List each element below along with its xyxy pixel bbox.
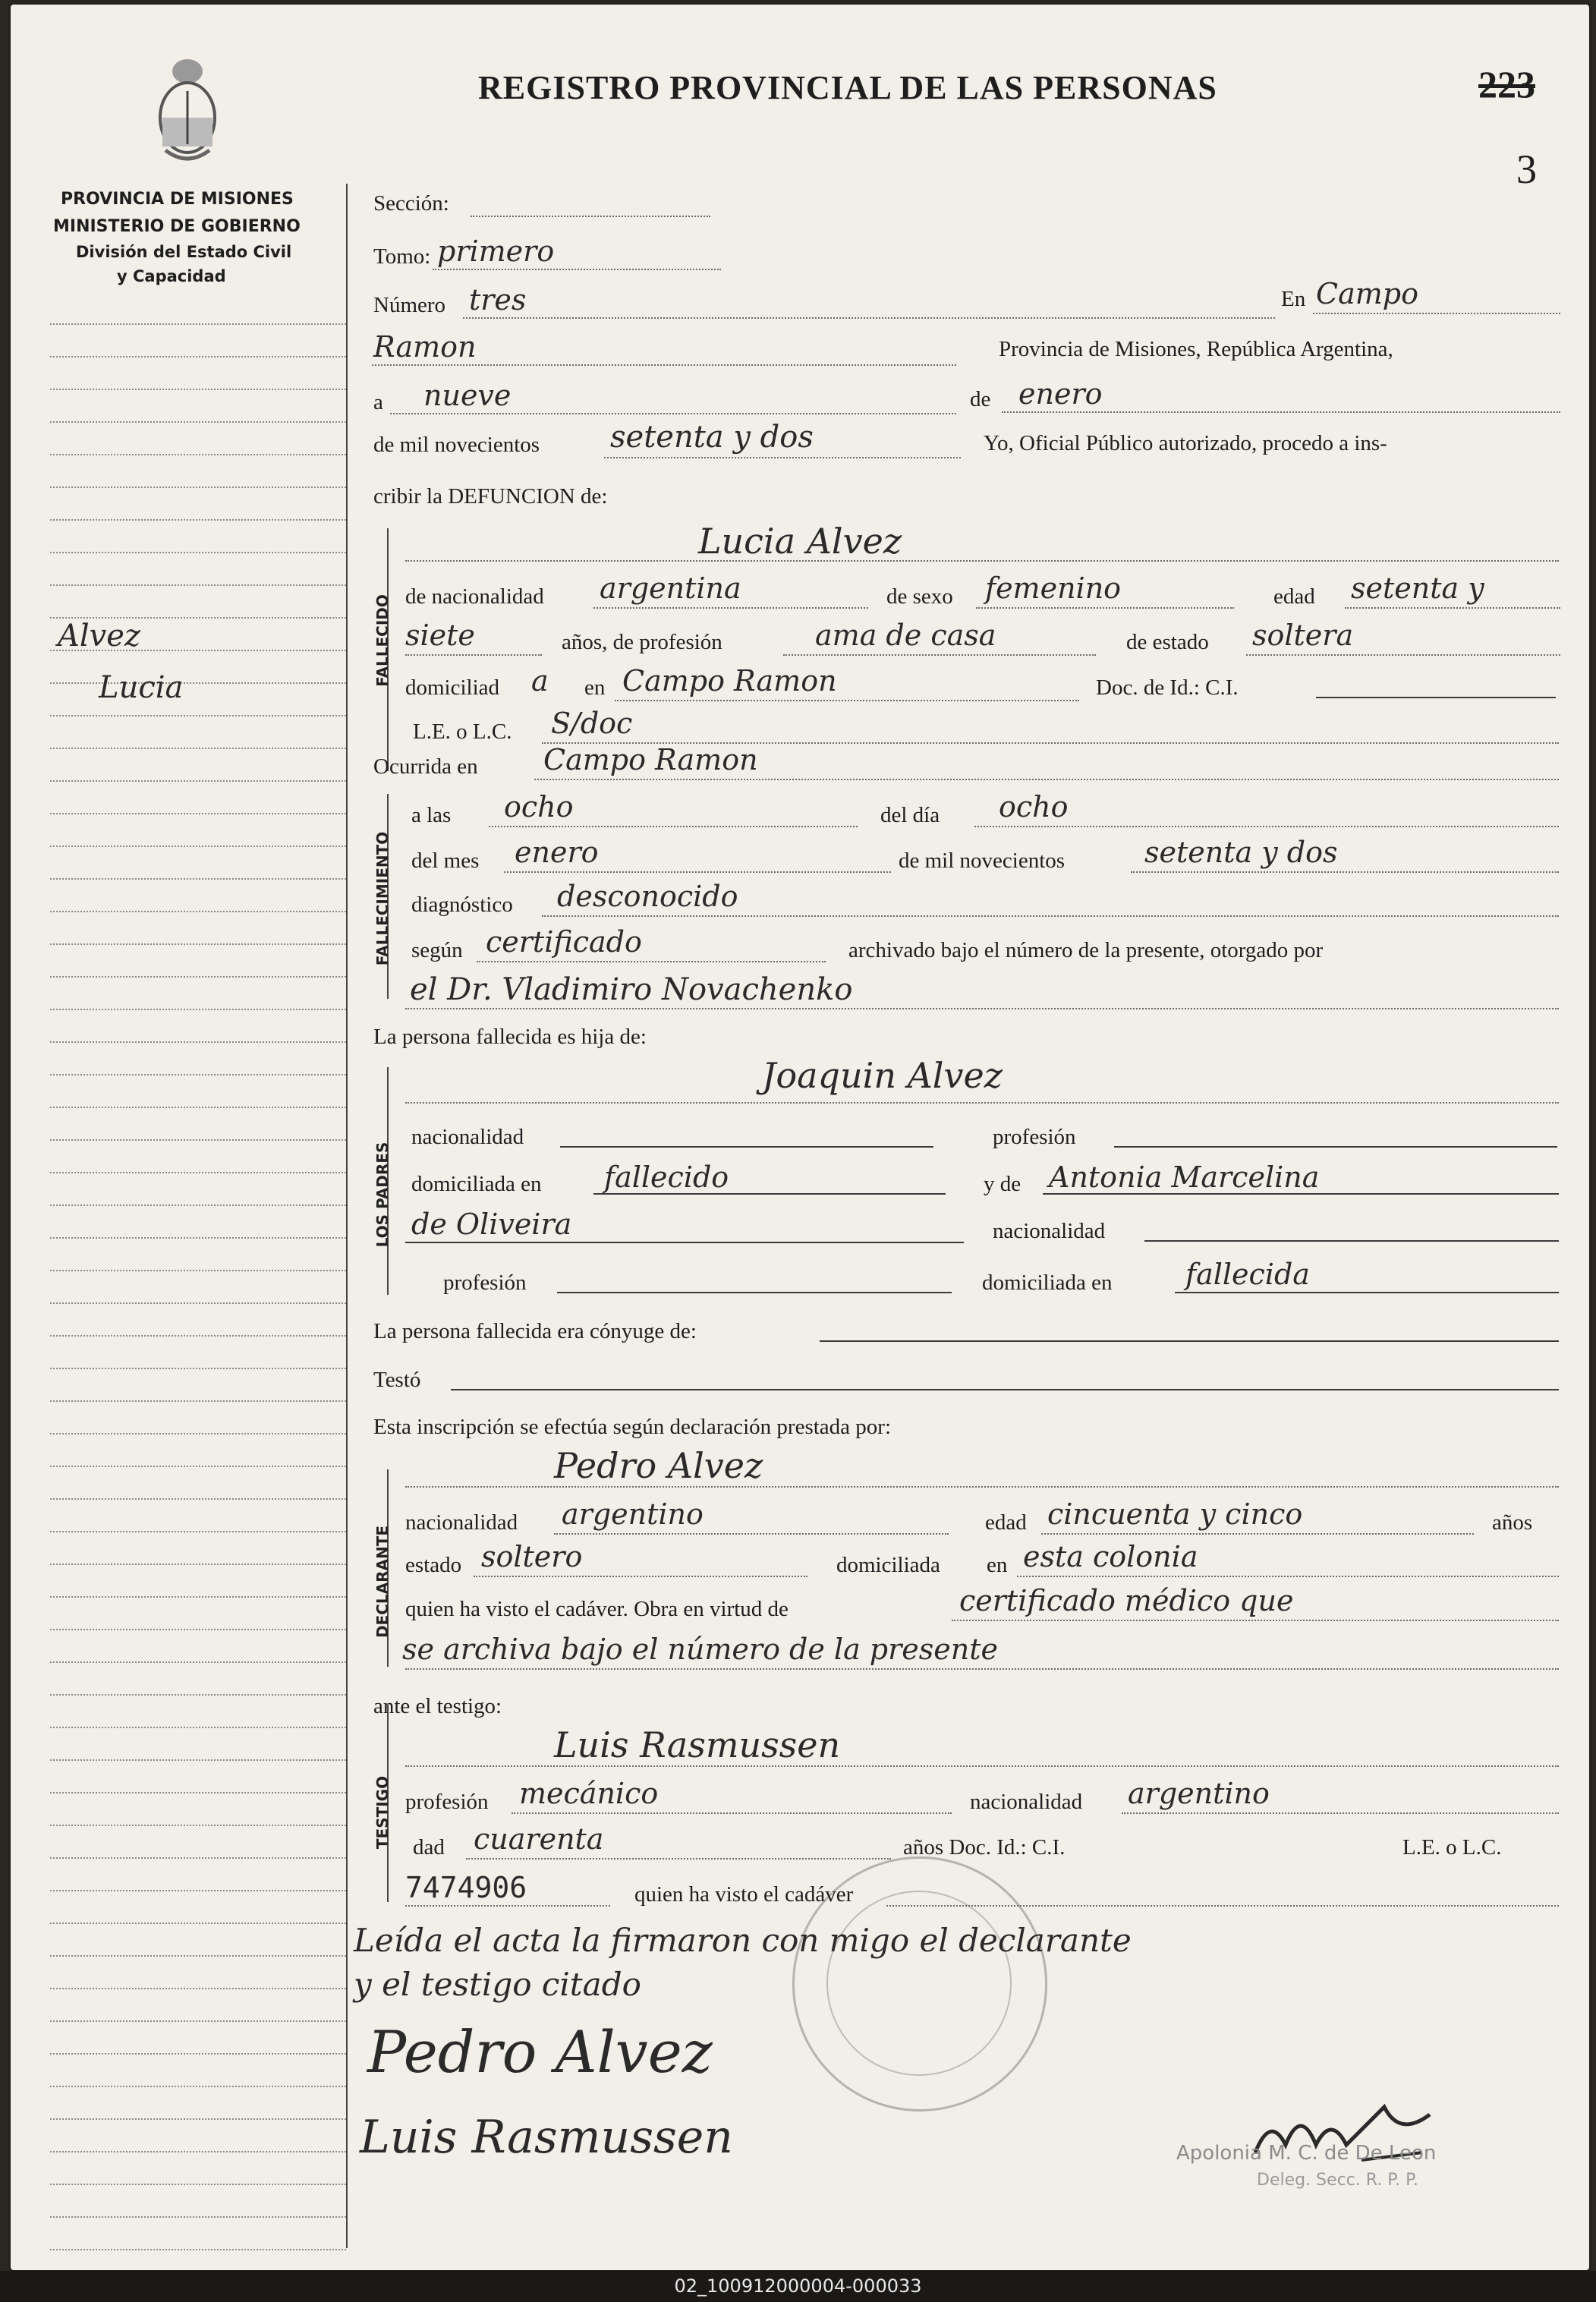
declarante-obra-value-2: se archiva bajo el número de la presente [402, 1633, 999, 1666]
declarante-obra-field [952, 1620, 1559, 1621]
declarante-nacionalidad-field [554, 1533, 949, 1535]
en-label: En [1281, 287, 1306, 311]
margin-ruled-line [50, 1172, 346, 1173]
nacionalidad-value: argentina [600, 572, 741, 605]
testigo-profesion-field [512, 1812, 952, 1814]
margin-note-surname: Alvez [58, 619, 141, 653]
margin-ruled-line [50, 454, 346, 455]
margin-ruled-line [50, 1857, 346, 1859]
margin-ruled-line [50, 2216, 346, 2218]
margin-ruled-line [50, 487, 346, 488]
madre-profesion-field [557, 1292, 952, 1293]
margin-ruled-line [50, 389, 346, 390]
conyuge-field [820, 1340, 1559, 1342]
declarante-en-label: en [987, 1553, 1008, 1577]
nacionalidad-label: de nacionalidad [405, 584, 544, 609]
document-page [11, 5, 1589, 2270]
margin-ruled-line [50, 1727, 346, 1728]
margin-ruled-line [50, 584, 346, 586]
division-label-1: División del Estado Civil [76, 243, 292, 261]
declarante-nacionalidad-value: argentino [562, 1497, 704, 1531]
official-stamp-line-1: Apolonia M. C. de De Leon [1176, 2142, 1437, 2165]
margin-ruled-line [50, 1400, 346, 1402]
segun-field [477, 961, 826, 962]
defuncion-text: cribir la DEFUNCION de: [373, 484, 608, 509]
margin-ruled-line [50, 682, 346, 684]
section-fallecimiento: FALLECIMIENTO [373, 831, 392, 966]
mes-field [504, 871, 891, 873]
margin-ruled-line [50, 1955, 346, 1957]
madre-value-2: de Oliveira [411, 1208, 572, 1241]
margin-ruled-line [50, 1205, 346, 1206]
numero-label: Número [373, 293, 446, 317]
seccion-label: Sección: [373, 191, 449, 216]
declarante-estado-value: soltero [481, 1540, 583, 1573]
margin-ruled-line [50, 2151, 346, 2152]
madre-field [1043, 1193, 1559, 1195]
margin-ruled-line [50, 1009, 346, 1010]
margin-ruled-line [50, 1368, 346, 1369]
estado-value: soltera [1252, 619, 1354, 652]
margin-ruled-line [50, 1270, 346, 1271]
sexo-value: femenino [985, 572, 1122, 605]
madre-value: Antonia Marcelina [1049, 1160, 1320, 1194]
margin-ruled-line [50, 1661, 346, 1663]
ocurrida-field [534, 779, 1559, 780]
testigo-edad-value: cuarenta [474, 1822, 604, 1856]
padre-field [405, 1102, 1559, 1104]
margin-ruled-line [50, 356, 346, 357]
declarante-cadaver-text: quien ha visto el cadáver. Obra en virtud de [405, 1597, 789, 1621]
madre-field-2 [405, 1242, 964, 1243]
profesion-field [783, 654, 1096, 656]
alas-label: a las [411, 803, 452, 827]
madre-domiciliada-label: domiciliada en [982, 1271, 1113, 1295]
madre-nacionalidad-label: nacionalidad [993, 1219, 1106, 1243]
doctor-value: el Dr. Vladimiro Novachenko [410, 972, 853, 1007]
edad-field [1345, 607, 1560, 609]
testo-label: Testó [373, 1368, 421, 1392]
margin-ruled-line [50, 2020, 346, 2022]
madre-nacionalidad-field [1144, 1240, 1559, 1242]
testigo-edad-label: dad [413, 1835, 445, 1860]
province-label: PROVINCIA DE MISIONES [61, 190, 294, 209]
declarante-domicilio-field [1017, 1576, 1559, 1577]
margin-ruled-line [50, 715, 346, 716]
image-id-bar: 02_100912000004-000033 [0, 2271, 1596, 2302]
margin-ruled-line [50, 976, 346, 978]
locality-field [372, 364, 956, 366]
testigo-nacionalidad-value: argentino [1128, 1777, 1270, 1810]
deceased-name: Lucia Alvez [698, 521, 902, 562]
estado-field [1246, 654, 1560, 656]
declarante-edad-field [1041, 1533, 1474, 1535]
declarante-estado-field [474, 1576, 807, 1577]
margin-ruled-line [50, 813, 346, 814]
yde-label: y de [984, 1172, 1022, 1196]
declarante-domicilio-value: esta colonia [1023, 1540, 1198, 1573]
segun-value: certificado [486, 925, 642, 959]
testigo-name-field [405, 1765, 1559, 1767]
margin-ruled-line [50, 552, 346, 553]
dia-value: ocho [999, 790, 1069, 823]
margin-ruled-line [50, 1923, 346, 1924]
anos-profesion-label: años, de profesión [562, 630, 722, 654]
declarante-domiciliada-label: domiciliada [836, 1553, 940, 1577]
doctor-field [405, 1008, 1559, 1009]
anio-value: setenta y dos [1144, 836, 1338, 869]
margin-ruled-line [50, 1302, 346, 1304]
testigo-doc-label: años Doc. Id.: C.I. [903, 1835, 1066, 1860]
padre-domiciliada-label: domiciliada en [411, 1172, 542, 1196]
margin-ruled-line [50, 2118, 346, 2120]
margin-ruled-line [50, 1629, 346, 1630]
a-value: nueve [423, 379, 512, 412]
month-value: enero [1018, 377, 1103, 411]
year-field [604, 457, 961, 458]
deldia-label: del día [880, 803, 940, 827]
edad-value-2: siete [405, 619, 475, 652]
margin-ruled-line [50, 1596, 346, 1598]
margin-ruled-line [50, 1531, 346, 1532]
a-label: a [373, 390, 383, 414]
declarante-name-field [405, 1486, 1559, 1488]
anio-field [1131, 871, 1559, 873]
mes-value: enero [515, 836, 599, 869]
margin-ruled-line [50, 2184, 346, 2185]
margin-ruled-line [50, 1498, 346, 1500]
declarante-obra-field-2 [405, 1668, 1559, 1670]
margin-ruled-line [50, 1694, 346, 1696]
document-title: REGISTRO PROVINCIAL DE LAS PERSONAS [478, 69, 1217, 106]
margin-ruled-line [50, 421, 346, 423]
lelc-label: L.E. o L.C. [413, 720, 512, 744]
margin-ruled-line [50, 1988, 346, 1989]
struck-page-number: 223 [1478, 63, 1535, 105]
testigo-text: ante el testigo: [373, 1694, 502, 1718]
margin-ruled-line [50, 1335, 346, 1337]
declarante-estado-label: estado [405, 1553, 462, 1577]
archivado-text: archivado bajo el número de la presente, otorgado por [848, 938, 1324, 962]
margin-ruled-line [50, 2053, 346, 2055]
diagnostico-label: diagnóstico [411, 893, 513, 917]
diagnostico-field [542, 915, 1559, 917]
sexo-field [976, 607, 1234, 609]
margin-ruled-line [50, 878, 346, 880]
en-value: Campo [1316, 277, 1418, 310]
margin-ruled-line [50, 943, 346, 945]
margin-ruled-line [50, 2249, 346, 2250]
numero-value: tres [469, 283, 527, 316]
doc-label: Doc. de Id.: C.I. [1096, 675, 1239, 700]
margin-ruled-line [50, 1433, 346, 1434]
margin-ruled-line [50, 748, 346, 749]
padre-domiciliada-value: fallecido [604, 1160, 729, 1194]
signature-declarante: Pedro Alvez [367, 2018, 713, 2086]
division-label-2: y Capacidad [117, 267, 226, 285]
declarante-edad-value: cincuenta y cinco [1047, 1497, 1303, 1531]
closing-line-1: Leída el acta la firmaron con migo el declarante [354, 1922, 1132, 1959]
padre-nacionalidad-field [560, 1146, 933, 1148]
estado-label: de estado [1126, 630, 1209, 654]
margin-ruled-line [50, 780, 346, 782]
conyuge-text: La persona fallecida era cónyuge de: [373, 1319, 697, 1343]
margin-ruled-line [50, 323, 346, 325]
padre-profesion-label: profesión [993, 1125, 1076, 1149]
seccion-field [471, 216, 710, 217]
profesion-value: ama de casa [815, 619, 996, 652]
testigo-doc-value: 7474906 [405, 1871, 527, 1904]
edad-label: edad [1273, 584, 1315, 609]
ministry-label: MINISTERIO DE GOBIERNO [53, 217, 301, 236]
oficial-text: Yo, Oficial Público autorizado, procedo a ins- [984, 431, 1387, 455]
margin-note-name: Lucia [99, 670, 184, 705]
page-number: 3 [1516, 146, 1537, 192]
margin-ruled-line [50, 1139, 346, 1141]
section-testigo: TESTIGO [373, 1775, 392, 1850]
de-label: de [970, 387, 991, 411]
tomo-value: primero [437, 235, 555, 268]
panel-divider [346, 184, 348, 2248]
margin-ruled-line [50, 911, 346, 912]
margin-ruled-line [50, 1237, 346, 1239]
domicilio-en-label: en [584, 675, 606, 700]
margin-ruled-line [50, 2086, 346, 2087]
deceased-name-field [405, 560, 1559, 562]
numero-field [463, 317, 1275, 319]
padre-domiciliada-field [593, 1193, 946, 1195]
padre-nacionalidad-label: nacionalidad [411, 1125, 524, 1149]
closing-line-2: y el testigo citado [354, 1966, 641, 2003]
edad-value: setenta y [1351, 572, 1484, 605]
testigo-nacionalidad-field [1122, 1812, 1559, 1814]
margin-ruled-line [50, 846, 346, 847]
margin-ruled-line [50, 1466, 346, 1467]
declarante-edad-label: edad [985, 1510, 1027, 1535]
coat-of-arms-icon [155, 53, 220, 167]
inscripcion-text: Esta inscripción se efectúa según declaración prestada por: [373, 1415, 892, 1439]
domiciliad-label: domiciliad [405, 675, 500, 700]
locality-value: Ramon [373, 330, 477, 364]
doc-field [1316, 697, 1556, 698]
margin-ruled-line [50, 1107, 346, 1108]
madre-domiciliada-field [1175, 1292, 1559, 1293]
ocurrida-label: Ocurrida en [373, 754, 478, 779]
signature-testigo: Luis Rasmussen [360, 2111, 733, 2164]
section-fallecido: FALLECIDO [373, 594, 392, 687]
margin-ruled-line [50, 1564, 346, 1565]
testigo-profesion-value: mecánico [519, 1777, 659, 1810]
sexo-label: de sexo [886, 584, 953, 609]
declarante-anos-label: años [1492, 1510, 1533, 1535]
margin-ruled-line [50, 1792, 346, 1793]
padre-profesion-field [1114, 1146, 1557, 1148]
madre-domiciliada-value: fallecida [1185, 1258, 1310, 1291]
a-field [390, 413, 956, 414]
testigo-name: Luis Rasmussen [554, 1724, 841, 1765]
lelc-value: S/doc [551, 707, 633, 740]
testigo-doc-field [405, 1905, 610, 1907]
padre-value: Joaquin Alvez [762, 1055, 1003, 1096]
ocurrida-value: Campo Ramon [543, 743, 758, 776]
testo-field [451, 1389, 1559, 1390]
margin-ruled-line [50, 1041, 346, 1043]
milnov-label: de mil novecientos [899, 849, 1066, 873]
section-declarante: DECLARANTE [373, 1525, 392, 1639]
declarante-name: Pedro Alvez [554, 1445, 763, 1486]
testigo-nacionalidad-label: nacionalidad [970, 1790, 1083, 1814]
hora-value: ocho [504, 790, 574, 823]
madre-profesion-label: profesión [443, 1271, 527, 1295]
domicilio-value: Campo Ramon [622, 664, 837, 698]
hija-text: La persona fallecida es hija de: [373, 1025, 647, 1049]
year-prefix: de mil novecientos [373, 433, 540, 457]
year-value: setenta y dos [610, 420, 814, 455]
testigo-cadaver-text: quien ha visto el cadáver [634, 1882, 854, 1907]
margin-ruled-line [50, 1759, 346, 1761]
declarante-obra-value: certificado médico que [959, 1584, 1294, 1617]
diagnostico-value: desconocido [557, 880, 738, 913]
declarante-nacionalidad-label: nacionalidad [405, 1510, 518, 1535]
margin-ruled-line [50, 1074, 346, 1075]
margin-ruled-line [50, 1825, 346, 1826]
dia-field [974, 826, 1559, 827]
tomo-field [433, 269, 721, 270]
domiciliad-suffix: a [531, 664, 549, 698]
domicilio-field [615, 700, 1079, 701]
delmes-label: del mes [411, 849, 480, 873]
section-los-padres: LOS PADRES [373, 1142, 392, 1248]
testigo-profesion-label: profesión [405, 1790, 489, 1814]
segun-label: según [411, 938, 463, 962]
en-field [1313, 313, 1560, 314]
nacionalidad-field [593, 607, 868, 609]
tomo-label: Tomo: [373, 244, 431, 269]
margin-ruled-line [50, 1890, 346, 1891]
hora-field [489, 826, 858, 827]
edad-field-2 [405, 654, 542, 656]
month-field [1002, 411, 1560, 413]
province-text: Provincia de Misiones, República Argentina, [999, 337, 1393, 361]
official-stamp-line-2: Deleg. Secc. R. P. P. [1257, 2171, 1418, 2190]
margin-ruled-line [50, 519, 346, 521]
testigo-lelc-label: L.E. o L.C. [1402, 1835, 1502, 1860]
testigo-edad-field [466, 1858, 891, 1860]
official-seal-inner-icon [826, 1891, 1012, 2076]
